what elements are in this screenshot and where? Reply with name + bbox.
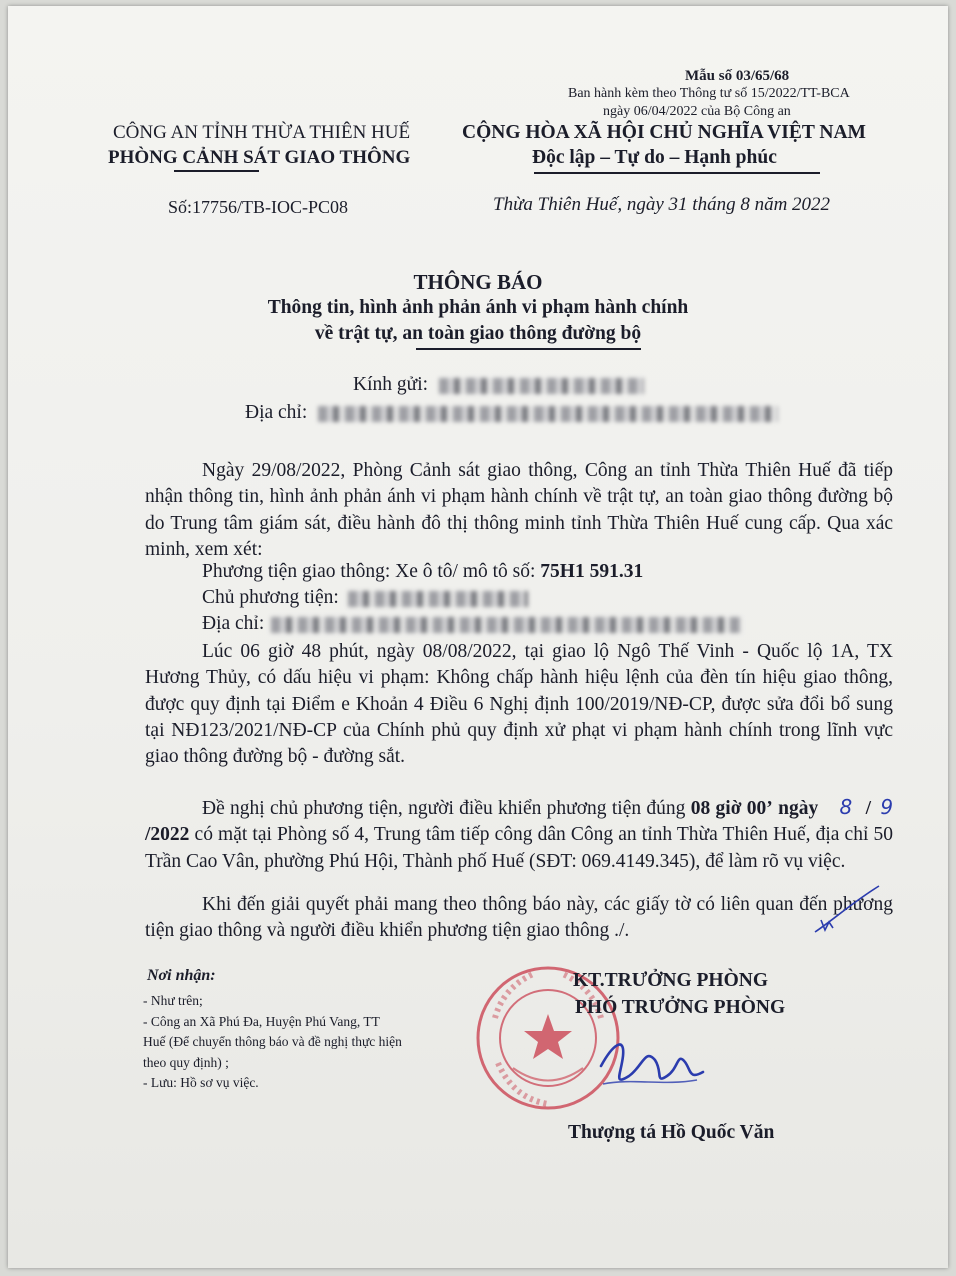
owner-line <box>202 587 528 609</box>
summons-text-rest: có mặt tại Phòng số 4, Trung tâm tiếp công dân Công an tỉnh Thừa Thiên Huế, địa chỉ 50 Trần Cao Vân, phường Phú Hội, Thành phố Huế (SĐT: 069.4149.345), để làm rõ vụ việc. <box>145 824 893 872</box>
country-name: CỘNG HÒA XÃ HỘI CHỦ NGHĨA VIỆT NAM <box>462 122 866 143</box>
handwritten-signature <box>593 1026 713 1096</box>
handwritten-day: 8 <box>839 795 853 819</box>
recipient-line <box>353 374 644 396</box>
appointment-year: /2022 <box>145 824 190 846</box>
appointment-time: 08 giờ 00’ <box>690 798 773 819</box>
national-motto: Độc lập – Tự do – Hạnh phúc <box>532 147 777 168</box>
motto-underline <box>534 172 820 174</box>
recipient-address-label: Địa chỉ: <box>245 402 308 423</box>
appointment-day-label: ngày <box>778 798 819 819</box>
document-page <box>8 6 948 1268</box>
document-title: THÔNG BÁO <box>413 270 543 294</box>
department-underline <box>174 170 259 172</box>
signature-title-1: KT.TRƯỞNG PHÒNG <box>573 970 768 991</box>
recipient-item: theo quy định) ; <box>143 1054 229 1070</box>
agency-name: CÔNG AN TỈNH THỪA THIÊN HUẾ <box>113 122 411 143</box>
title-underline <box>416 348 641 350</box>
owner-address-line <box>202 613 741 635</box>
recipient-item: Huế (Để chuyển thông báo và đề nghị thực hiện <box>143 1034 402 1049</box>
redacted-recipient-name <box>439 378 644 394</box>
summons-text-start: Đề nghị chủ phương tiện, người điều khiển phương tiện đúng <box>202 798 691 819</box>
recipient-address-line <box>245 402 778 424</box>
vehicle-line <box>202 561 643 583</box>
recipient-item: - Như trên; <box>143 993 203 1008</box>
form-line-2: ngày 06/04/2022 của Bộ Công an <box>603 104 791 119</box>
paragraph-summons <box>145 794 893 875</box>
redacted-owner-address <box>271 617 741 633</box>
paragraph-received-info: Ngày 29/08/2022, Phòng Cảnh sát giao thông, Công an tỉnh Thừa Thiên Huế đã tiếp nhận thông tin, hình ảnh phản ánh vi phạm hành chính về trật tự, an toàn giao thông đường bộ do Trung tâm giám sát, điều hành đô thị thông minh tỉnh Thừa Thiên Huế cung cấp. Qua xác minh, xem xét: <box>145 460 893 560</box>
issue-date: Thừa Thiên Huế, ngày 31 tháng 8 năm 2022 <box>493 194 831 215</box>
recipient-item: - Công an Xã Phú Đa, Huyện Phú Vang, TT <box>143 1013 380 1029</box>
recipient-item: - Lưu: Hồ sơ vụ việc. <box>143 1075 259 1090</box>
vehicle-label: Phương tiện giao thông: Xe ô tô/ mô tô số: <box>202 561 541 582</box>
document-subtitle-2: về trật tự, an toàn giao thông đường bộ <box>314 323 642 344</box>
signature-title-2: PHÓ TRƯỞNG PHÒNG <box>575 997 786 1018</box>
pen-tick-mark <box>813 882 883 937</box>
redacted-owner-name <box>348 591 528 607</box>
recipients-list <box>143 991 402 1094</box>
recipients-title: Nơi nhận: <box>147 967 216 984</box>
form-line-1: Ban hành kèm theo Thông tư số 15/2022/TT-BCA <box>568 86 850 101</box>
date-separator: / <box>865 798 871 819</box>
document-number: Số:17756/TB-IOC-PC08 <box>168 197 349 217</box>
document-subtitle-1: Thông tin, hình ảnh phản ánh vi phạm hành chính <box>267 297 689 318</box>
license-plate: 75H1 591.31 <box>540 561 644 582</box>
signer-name: Thượng tá Hồ Quốc Văn <box>568 1122 775 1143</box>
recipient-label: Kính gửi: <box>353 374 429 395</box>
form-code: Mẫu số 03/65/68 <box>685 68 790 84</box>
owner-address-label: Địa chỉ: <box>202 613 265 634</box>
owner-label: Chủ phương tiện: <box>202 587 339 608</box>
redacted-recipient-address <box>318 406 778 422</box>
paragraph-violation: Lúc 06 giờ 48 phút, ngày 08/08/2022, tại giao lộ Ngô Thế Vinh - Quốc lộ 1A, TX Hương Thủy, có dấu hiệu vi phạm: Không chấp hành hiệu lệnh của đèn tín hiệu giao thông, được quy định tại Điểm e Khoản 4 Điều 6 Nghị định 100/2019/NĐ-CP, được sửa đổi bổ sung tại NĐ123/2021/NĐ-CP của Chính phủ quy định xử phạt vi phạm hành chính trong lĩnh vực giao thông đường bộ - đường sắt. <box>145 641 893 768</box>
department-name: PHÒNG CẢNH SÁT GIAO THÔNG <box>108 147 411 168</box>
paragraph-documents: Khi đến giải quyết phải mang theo thông báo này, các giấy tờ có liên quan đến phương tiện giao thông và người điều khiển phương tiện giao thông ./. <box>145 894 893 942</box>
handwritten-month: 9 <box>880 795 894 819</box>
